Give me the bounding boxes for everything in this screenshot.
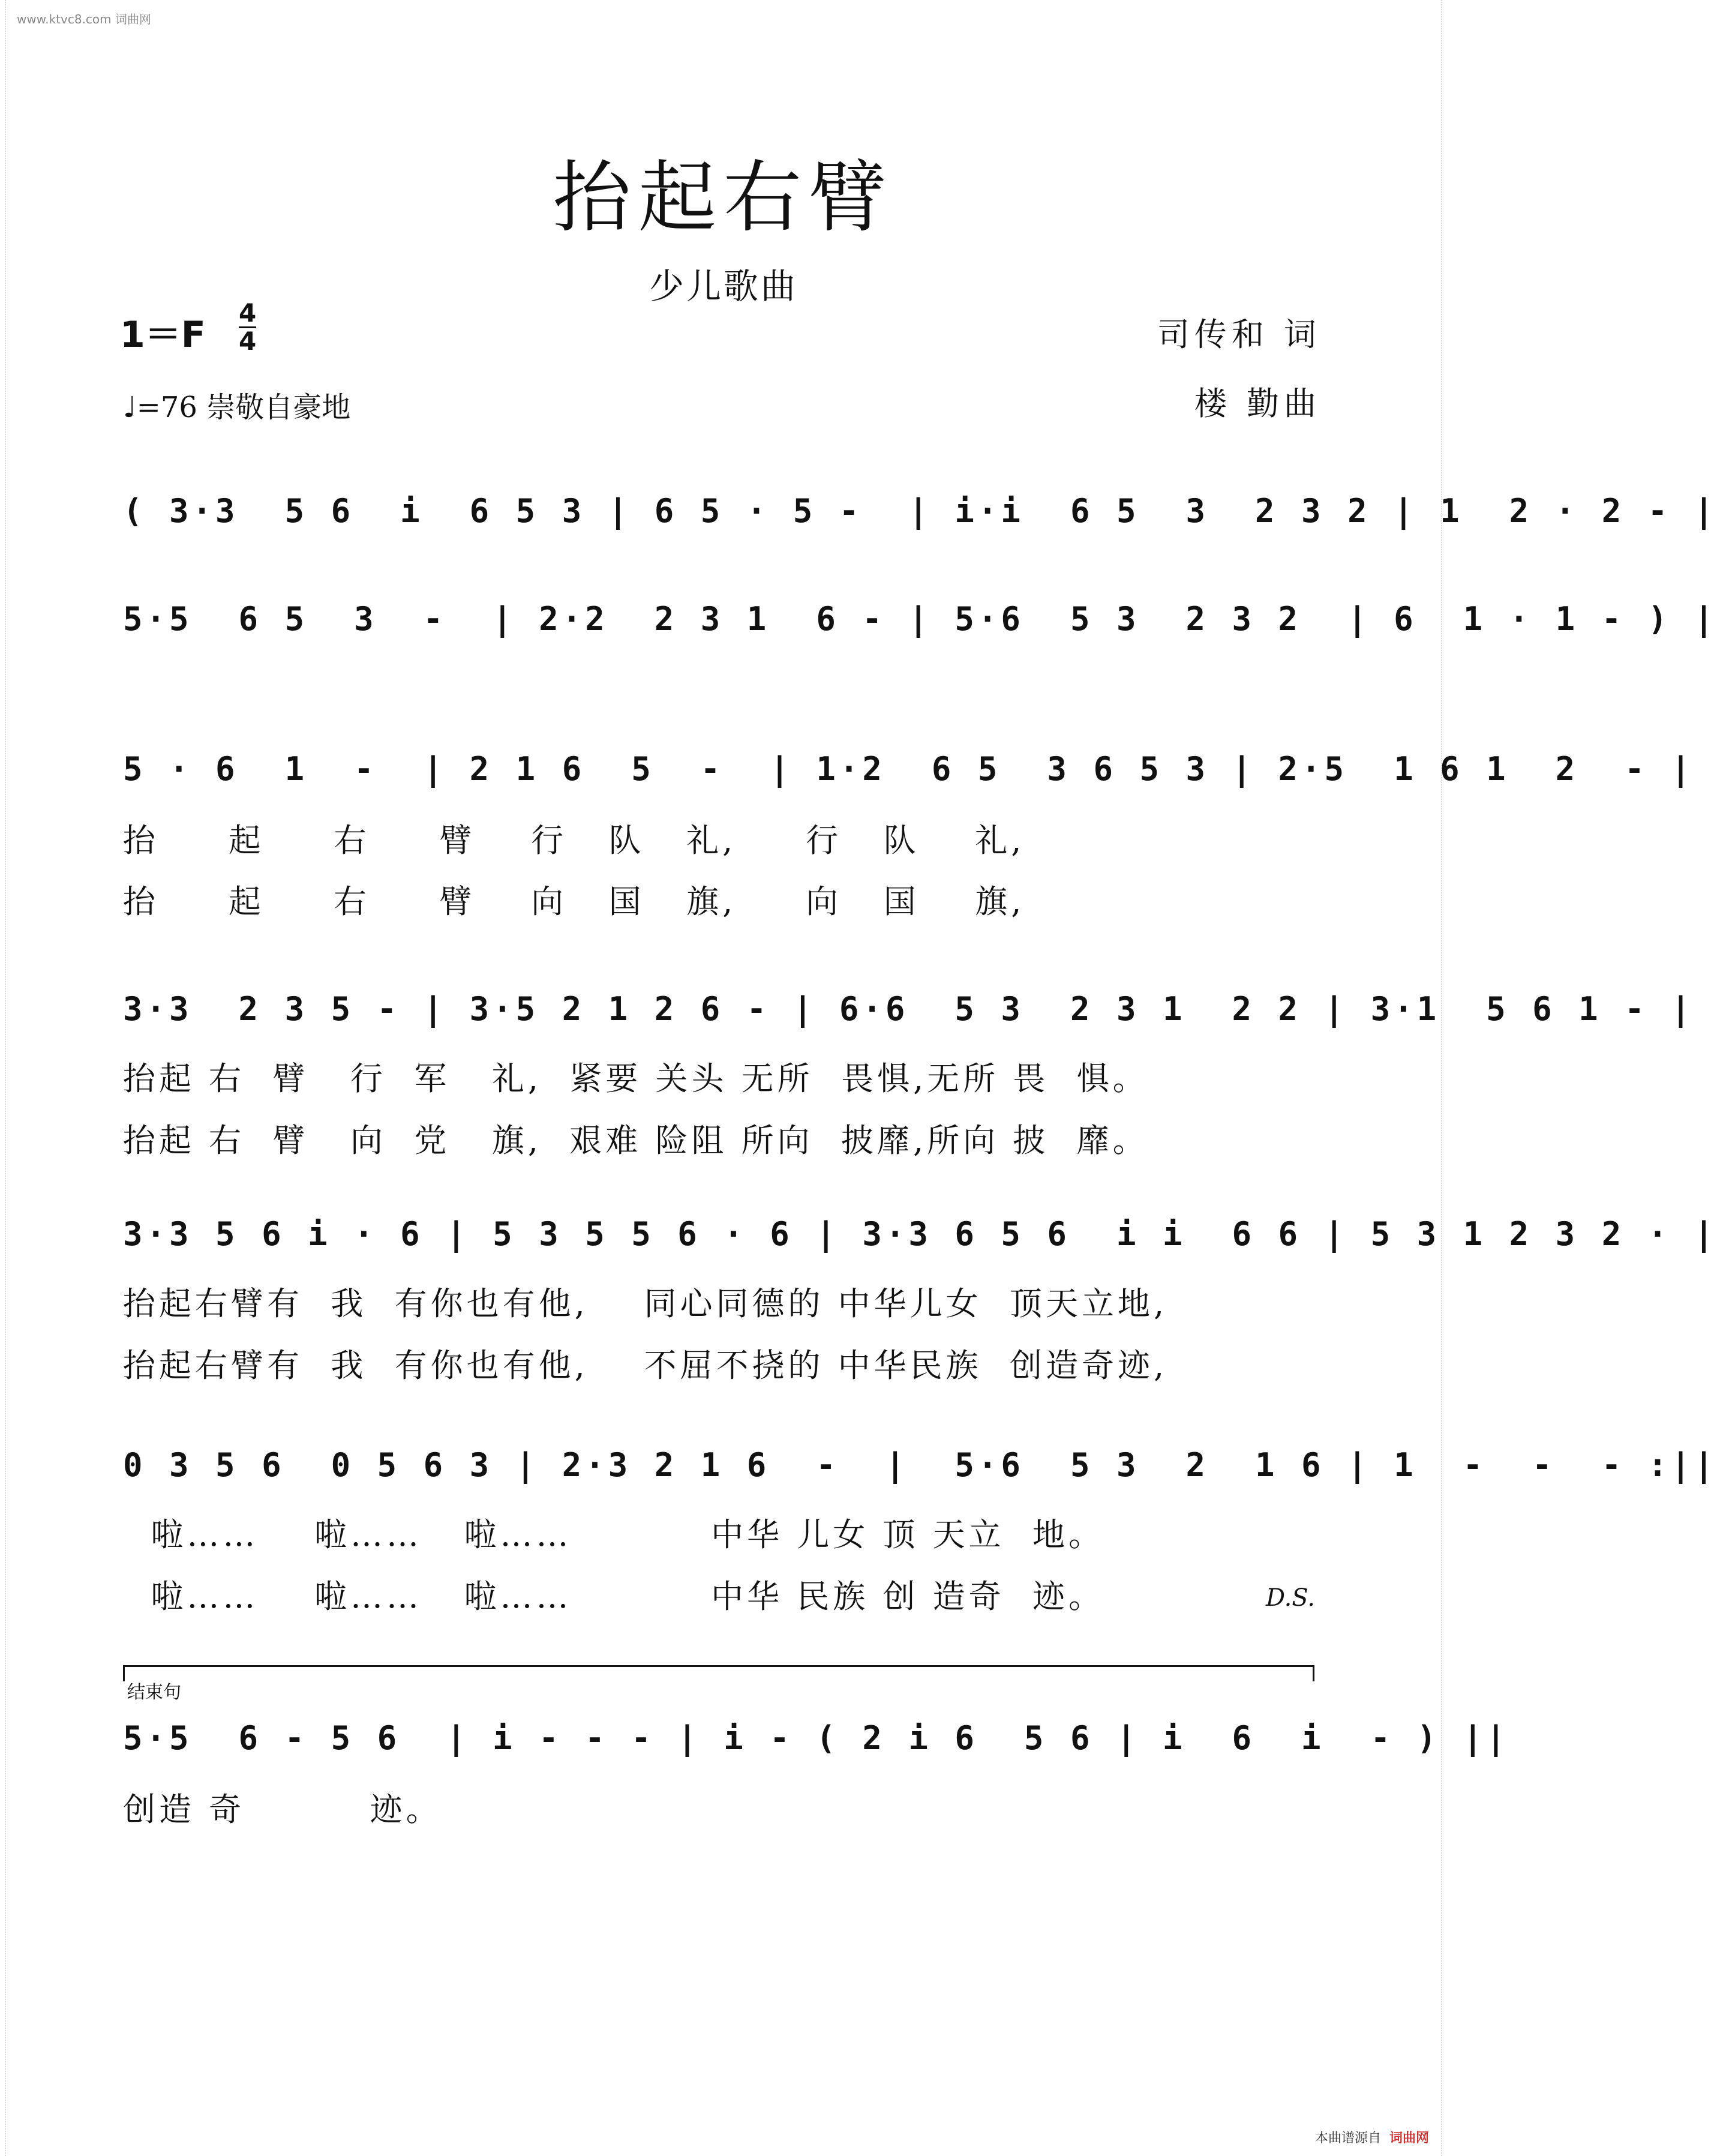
lyric-verse-1: 抬起右臂有 我 有你也有他, 同心同德的 中华儿女 顶天立地, (123, 1285, 1168, 1323)
footer-brand-logo[interactable]: 词曲网 (1389, 2131, 1429, 2146)
dal-segno-marking: D.S. (1265, 1584, 1315, 1612)
song-subtitle: 少儿歌曲 (649, 266, 798, 307)
page-border-right (1434, 0, 1442, 2156)
lyric-verse-2: 啦…… 啦…… 啦…… 中华 民族 创 造奇 迹。 (123, 1578, 1104, 1615)
site-url: www.ktvc8.com 词曲网 (17, 12, 152, 26)
time-signature-bottom: 4 (239, 326, 257, 356)
key-signature: 1＝F (120, 314, 206, 356)
lyric-verse-2: 抬起 右 臂 向 党 旗, 艰难 险阻 所向 披靡,所向 披 靡。 (123, 1122, 1149, 1159)
notation-line: 3·3 5 6 i · 6 | 5 3 5 5 6 · 6 | 3·3 6 5 6 i i 6 6 | 5 3 1 2 3 2 · | (123, 1215, 1717, 1253)
lyric-verse-1: 抬 起 右 臂 行 队 礼, 行 队 礼, (123, 821, 1025, 859)
notation-line: 0 3 5 6 0 5 6 3 | 2·3 2 1 6 - | 5·6 5 3 2 1 6 | 1 - - - :|| (123, 1446, 1717, 1484)
composer-credit: 楼 勤曲 (1194, 385, 1321, 422)
lyric-verse-1: 创造 奇 迹。 (123, 1791, 442, 1828)
notation-line: ( 3·3 5 6 i 6 5 3 | 6 5 · 5 - | i·i 6 5 3 2 3 2 | 1 2 · 2 - | (123, 492, 1717, 530)
footer-source-text: 本曲谱源自 (1314, 2131, 1381, 2146)
notation-line: 3·3 2 3 5 - | 3·5 2 1 2 6 - | 6·6 5 3 2 3 1 2 2 | 3·1 5 6 1 - | (123, 990, 1694, 1028)
ending-bracket (123, 1665, 1314, 1681)
lyric-verse-2: 抬起右臂有 我 有你也有他, 不屈不挠的 中华民族 创造奇迹, (123, 1347, 1168, 1384)
footer-source (1315, 2128, 1429, 2146)
lyric-verse-1: 啦…… 啦…… 啦…… 中华 儿女 顶 天立 地。 (123, 1516, 1104, 1554)
tempo-marking: ♩=76 崇敬自豪地 (123, 391, 351, 424)
song-title: 抬起右臂 (553, 152, 894, 243)
page-border-left (5, 0, 13, 2156)
time-signature-top: 4 (239, 298, 257, 328)
lyricist-credit: 司传和 词 (1157, 316, 1321, 353)
notation-line: 5 · 6 1 - | 2 1 6 5 - | 1·2 6 5 3 6 5 3 | 2·5 1 6 1 2 - | (123, 750, 1694, 788)
ending-label: 结束句 (127, 1682, 181, 1703)
notation-line: 5·5 6 5 3 - | 2·2 2 3 1 6 - | 5·6 5 3 2 3 2 | 6 1 · 1 - ) | (123, 600, 1717, 638)
time-signature (239, 300, 256, 355)
lyric-verse-1: 抬起 右 臂 行 军 礼, 紧要 关头 无所 畏惧,无所 畏 惧。 (123, 1060, 1149, 1098)
lyric-verse-2: 抬 起 右 臂 向 国 旗, 向 国 旗, (123, 883, 1025, 920)
notation-line: 5·5 6 - 5 6 | i - - - | i - ( 2 i 6 5 6 | i 6 i - ) || (123, 1719, 1509, 1757)
